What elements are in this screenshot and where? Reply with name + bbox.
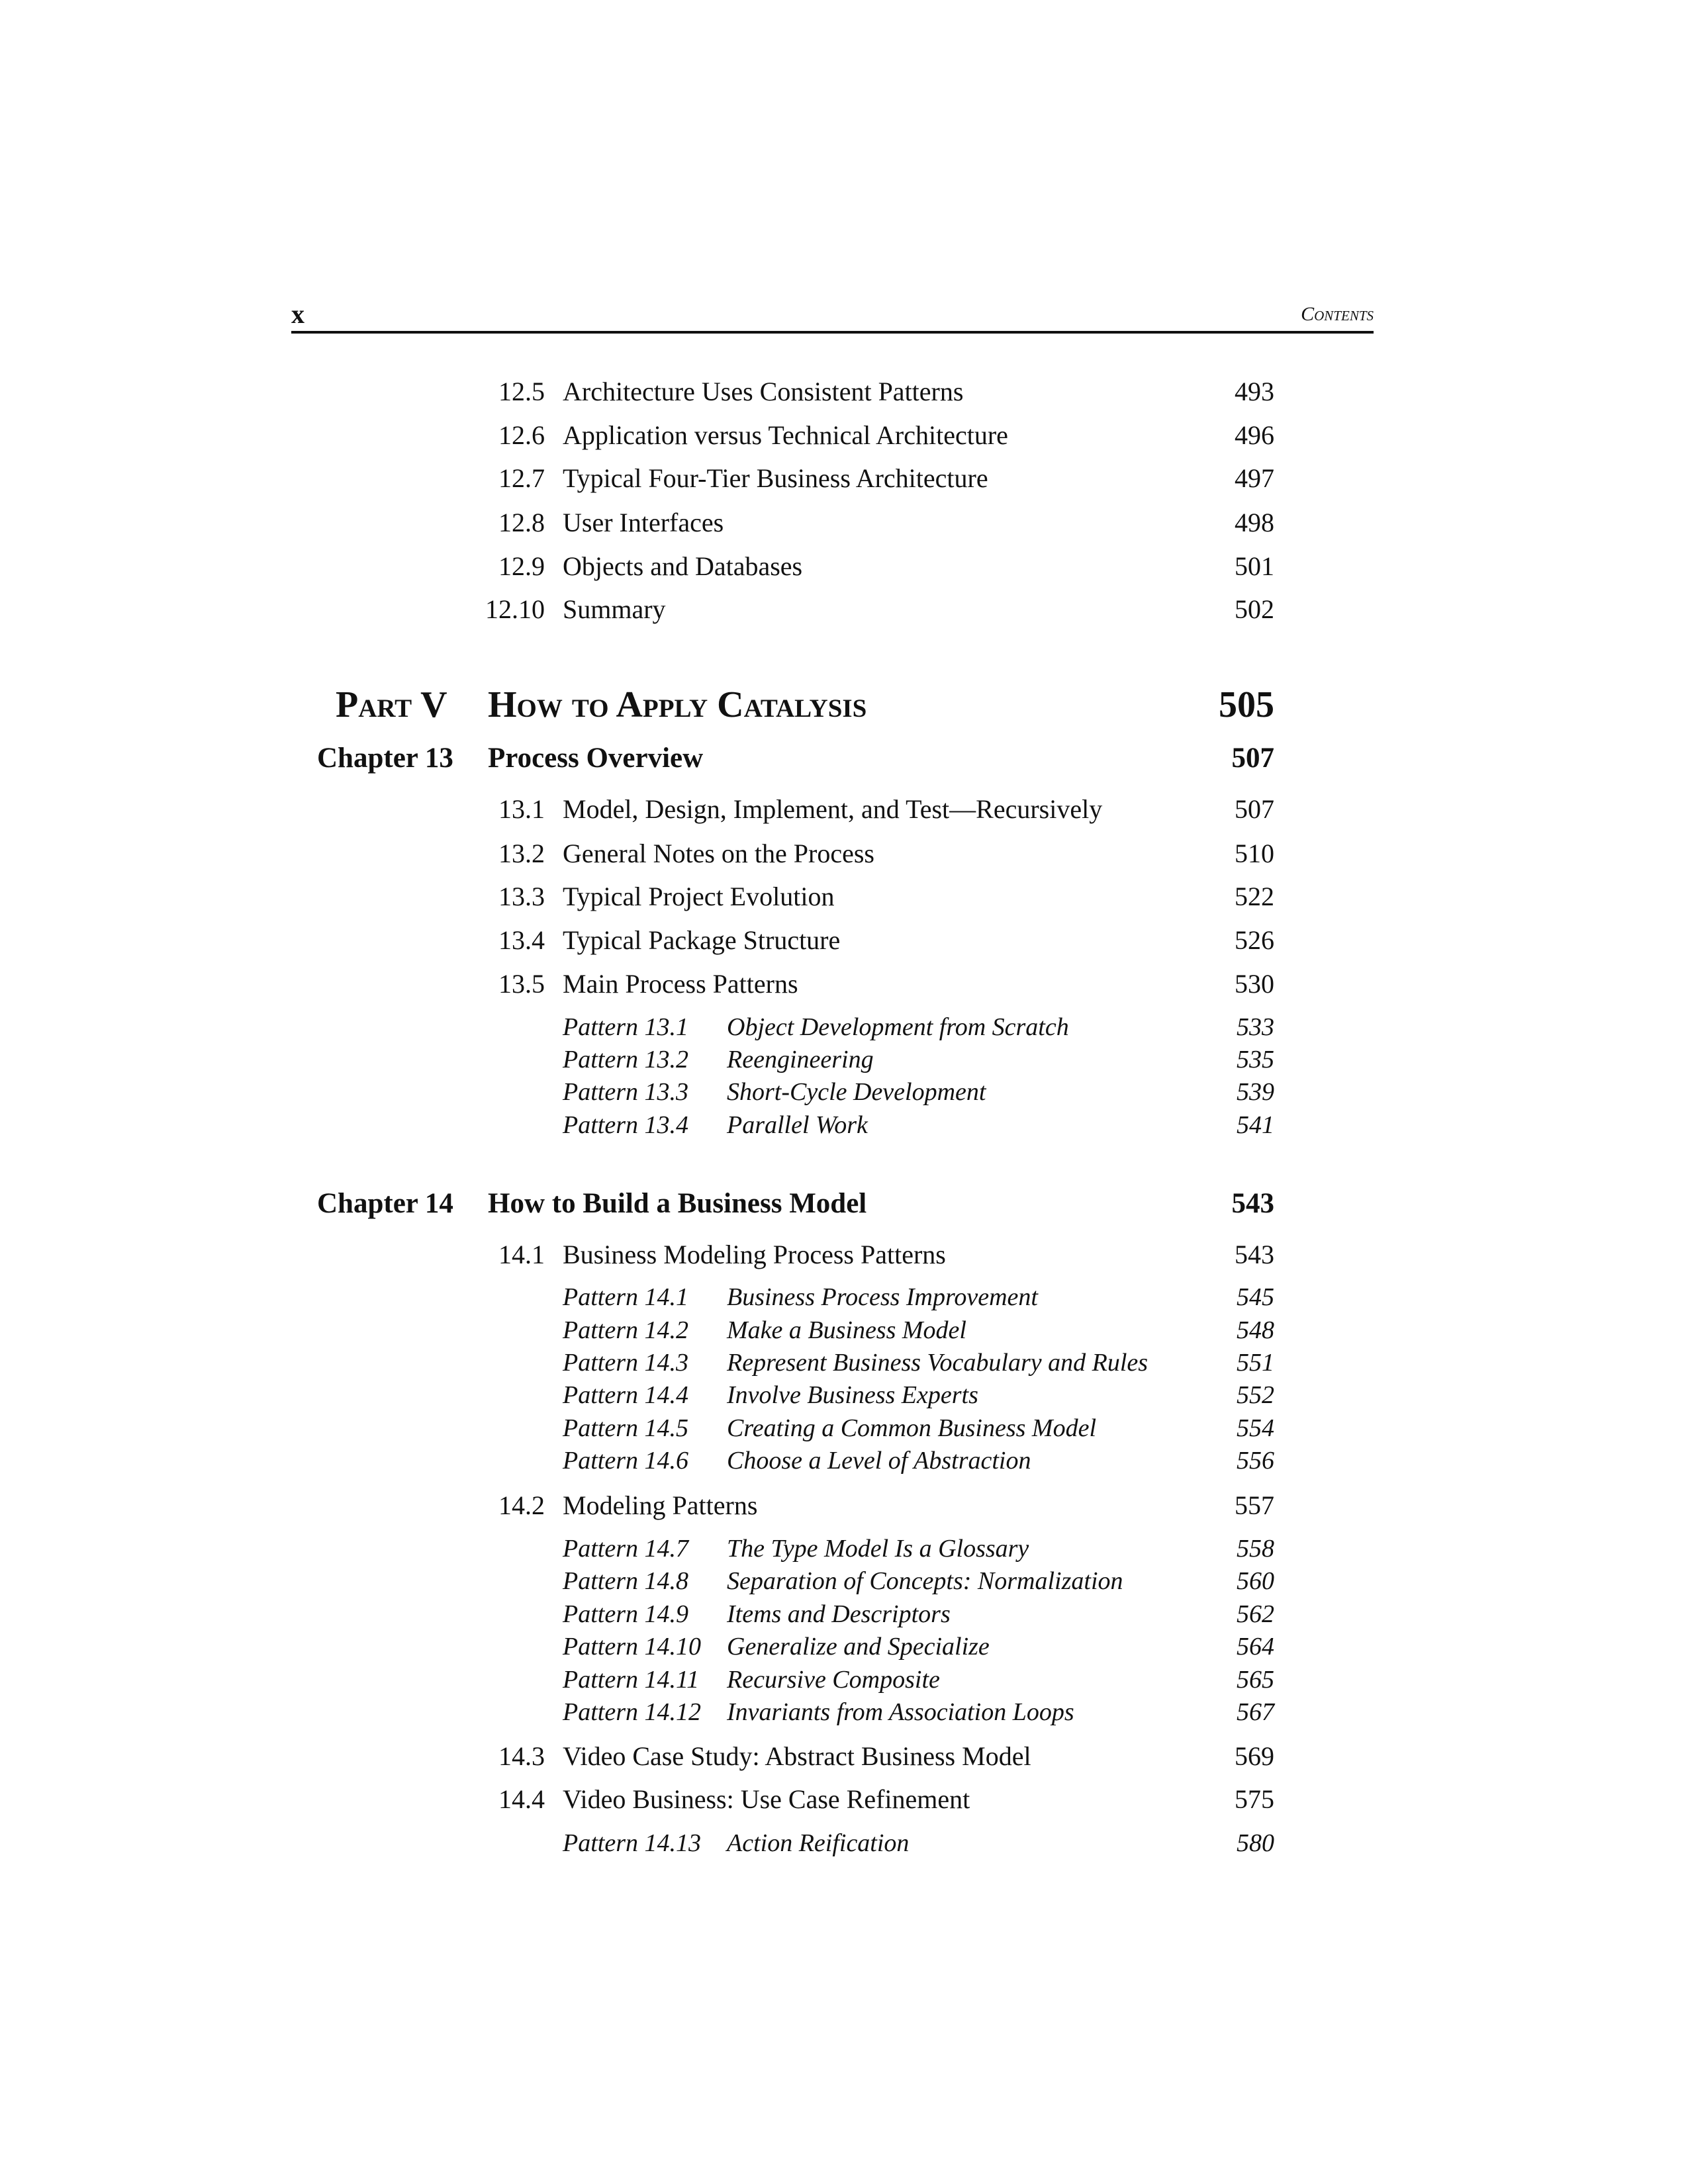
entry-page: 501 bbox=[1235, 551, 1274, 581]
entry-title: Creating a Common Business Model bbox=[727, 1414, 1097, 1442]
entry-title: Represent Business Vocabulary and Rules bbox=[727, 1349, 1149, 1377]
entry-number: Pattern 13.4 bbox=[563, 1111, 688, 1139]
entry-number: Pattern 14.2 bbox=[563, 1316, 688, 1344]
entry-number: 12.10 bbox=[485, 594, 545, 624]
entry-page: 575 bbox=[1235, 1784, 1274, 1814]
entry-title: Architecture Uses Consistent Patterns bbox=[563, 377, 964, 406]
entry-number: Pattern 14.12 bbox=[563, 1698, 701, 1726]
entry-number: 13.5 bbox=[498, 969, 545, 999]
entry-page: 562 bbox=[1237, 1600, 1274, 1628]
entry-title: User Interfaces bbox=[563, 508, 724, 537]
toc-entry-pattern bbox=[0, 1105, 1688, 1145]
toc-entry-chapter bbox=[0, 739, 1688, 778]
entry-page: 567 bbox=[1237, 1698, 1274, 1726]
entry-number: Pattern 14.1 bbox=[563, 1283, 688, 1311]
entry-title: Process Overview bbox=[488, 743, 704, 774]
toc-entry-section bbox=[0, 459, 1688, 498]
entry-title: Application versus Technical Architecture bbox=[563, 420, 1008, 450]
entry-page: 580 bbox=[1237, 1829, 1274, 1857]
entry-page: 548 bbox=[1237, 1316, 1274, 1344]
entry-page: 554 bbox=[1237, 1414, 1274, 1442]
entry-page: 507 bbox=[1231, 743, 1274, 774]
entry-title: Short-Cycle Development bbox=[727, 1078, 986, 1106]
entry-number: Chapter 13 bbox=[317, 743, 453, 774]
entry-title: Recursive Composite bbox=[727, 1666, 940, 1694]
entry-number: 12.6 bbox=[498, 420, 545, 450]
entry-number: Pattern 14.9 bbox=[563, 1600, 688, 1628]
toc-entry-section bbox=[0, 1780, 1688, 1819]
entry-page: 556 bbox=[1237, 1447, 1274, 1475]
entry-title: How to Apply Catalysis bbox=[488, 684, 867, 725]
entry-title: How to Build a Business Model bbox=[488, 1188, 867, 1219]
entry-title: Items and Descriptors bbox=[727, 1600, 951, 1628]
entry-number: Pattern 14.7 bbox=[563, 1535, 688, 1563]
entry-page: 526 bbox=[1235, 925, 1274, 955]
entry-page: 530 bbox=[1235, 969, 1274, 999]
entry-title: Typical Four-Tier Business Architecture bbox=[563, 463, 988, 493]
entry-page: 564 bbox=[1237, 1633, 1274, 1661]
entry-number: Pattern 13.1 bbox=[563, 1013, 688, 1041]
toc-entry-section bbox=[0, 590, 1688, 629]
entry-title: Generalize and Specialize bbox=[727, 1633, 990, 1661]
entry-page: 498 bbox=[1235, 508, 1274, 537]
entry-title: Video Business: Use Case Refinement bbox=[563, 1784, 970, 1814]
entry-number: Pattern 13.3 bbox=[563, 1078, 688, 1106]
entry-number: 12.9 bbox=[498, 551, 545, 581]
entry-title: Invariants from Association Loops bbox=[727, 1698, 1074, 1726]
entry-number: 12.8 bbox=[498, 508, 545, 537]
toc-entry-part bbox=[0, 685, 1688, 725]
toc-entry-section bbox=[0, 547, 1688, 586]
entry-title: Reengineering bbox=[727, 1046, 874, 1073]
entry-page: 551 bbox=[1237, 1349, 1274, 1377]
entry-page: 535 bbox=[1237, 1046, 1274, 1073]
entry-title: Main Process Patterns bbox=[563, 969, 798, 999]
entry-title: Video Case Study: Abstract Business Model bbox=[563, 1741, 1031, 1771]
entry-page: 545 bbox=[1237, 1283, 1274, 1311]
entry-title: Typical Project Evolution bbox=[563, 882, 835, 911]
entry-title: Model, Design, Implement, and Test—Recursively bbox=[563, 794, 1103, 824]
entry-title: Action Reification bbox=[727, 1829, 910, 1857]
entry-page: 507 bbox=[1235, 794, 1274, 824]
entry-page: 569 bbox=[1235, 1741, 1274, 1771]
entry-title: Typical Package Structure bbox=[563, 925, 841, 955]
toc-entry-section bbox=[0, 1235, 1688, 1275]
entry-page: 558 bbox=[1237, 1535, 1274, 1563]
entry-number: 14.3 bbox=[498, 1741, 545, 1771]
entry-page: 505 bbox=[1219, 684, 1274, 725]
entry-title: Objects and Databases bbox=[563, 551, 803, 581]
entry-number: 13.3 bbox=[498, 882, 545, 911]
entry-title: The Type Model Is a Glossary bbox=[727, 1535, 1029, 1563]
entry-number: 13.2 bbox=[498, 839, 545, 868]
toc-entry-section bbox=[0, 790, 1688, 829]
entry-title: Object Development from Scratch bbox=[727, 1013, 1069, 1041]
toc-entry-section bbox=[0, 834, 1688, 874]
toc-entry-section bbox=[0, 1486, 1688, 1525]
toc-entry-section bbox=[0, 877, 1688, 917]
entry-number: Part V bbox=[336, 684, 447, 725]
page-number: x bbox=[291, 299, 305, 329]
toc-entry-pattern bbox=[0, 1823, 1688, 1863]
entry-page: 502 bbox=[1235, 594, 1274, 624]
toc-entry-section bbox=[0, 964, 1688, 1004]
entry-page: 541 bbox=[1237, 1111, 1274, 1139]
entry-page: 493 bbox=[1235, 377, 1274, 406]
entry-page: 543 bbox=[1231, 1188, 1274, 1219]
entry-title: Separation of Concepts: Normalization bbox=[727, 1567, 1123, 1595]
entry-number: Pattern 14.10 bbox=[563, 1633, 701, 1661]
toc-entry-section bbox=[0, 503, 1688, 543]
entry-number: Chapter 14 bbox=[317, 1188, 453, 1219]
entry-title: Summary bbox=[563, 594, 666, 624]
entry-number: Pattern 14.5 bbox=[563, 1414, 688, 1442]
entry-title: Involve Business Experts bbox=[727, 1381, 978, 1409]
entry-title: Modeling Patterns bbox=[563, 1490, 758, 1520]
toc-entry-section bbox=[0, 372, 1688, 412]
entry-number: Pattern 14.11 bbox=[563, 1666, 700, 1694]
entry-number: Pattern 14.13 bbox=[563, 1829, 701, 1857]
entry-title: General Notes on the Process bbox=[563, 839, 874, 868]
entry-number: 12.7 bbox=[498, 463, 545, 493]
entry-title: Make a Business Model bbox=[727, 1316, 966, 1344]
entry-page: 496 bbox=[1235, 420, 1274, 450]
toc-entry-section bbox=[0, 416, 1688, 455]
toc-entry-pattern bbox=[0, 1692, 1688, 1732]
entry-page: 543 bbox=[1235, 1240, 1274, 1269]
entry-page: 522 bbox=[1235, 882, 1274, 911]
entry-title: Business Process Improvement bbox=[727, 1283, 1038, 1311]
entry-page: 565 bbox=[1237, 1666, 1274, 1694]
entry-number: Pattern 14.8 bbox=[563, 1567, 688, 1595]
entry-page: 560 bbox=[1237, 1567, 1274, 1595]
entry-number: Pattern 14.4 bbox=[563, 1381, 688, 1409]
entry-title: Business Modeling Process Patterns bbox=[563, 1240, 946, 1269]
entry-number: 13.4 bbox=[498, 925, 545, 955]
toc-entry-chapter bbox=[0, 1184, 1688, 1224]
entry-page: 557 bbox=[1235, 1490, 1274, 1520]
header-rule bbox=[291, 331, 1374, 334]
toc-entry-section bbox=[0, 1737, 1688, 1776]
entry-number: 12.5 bbox=[498, 377, 545, 406]
entry-title: Parallel Work bbox=[727, 1111, 868, 1139]
entry-page: 552 bbox=[1237, 1381, 1274, 1409]
entry-number: 14.2 bbox=[498, 1490, 545, 1520]
entry-number: Pattern 14.3 bbox=[563, 1349, 688, 1377]
entry-number: 14.4 bbox=[498, 1784, 545, 1814]
entry-page: 539 bbox=[1237, 1078, 1274, 1106]
entry-number: 13.1 bbox=[498, 794, 545, 824]
entry-number: 14.1 bbox=[498, 1240, 545, 1269]
entry-page: 510 bbox=[1235, 839, 1274, 868]
running-title: Contents bbox=[1301, 303, 1374, 325]
entry-number: Pattern 14.6 bbox=[563, 1447, 688, 1475]
entry-page: 497 bbox=[1235, 463, 1274, 493]
toc-entry-section bbox=[0, 921, 1688, 960]
entry-number: Pattern 13.2 bbox=[563, 1046, 688, 1073]
entry-page: 533 bbox=[1237, 1013, 1274, 1041]
toc-entry-pattern bbox=[0, 1441, 1688, 1480]
entry-title: Choose a Level of Abstraction bbox=[727, 1447, 1031, 1475]
